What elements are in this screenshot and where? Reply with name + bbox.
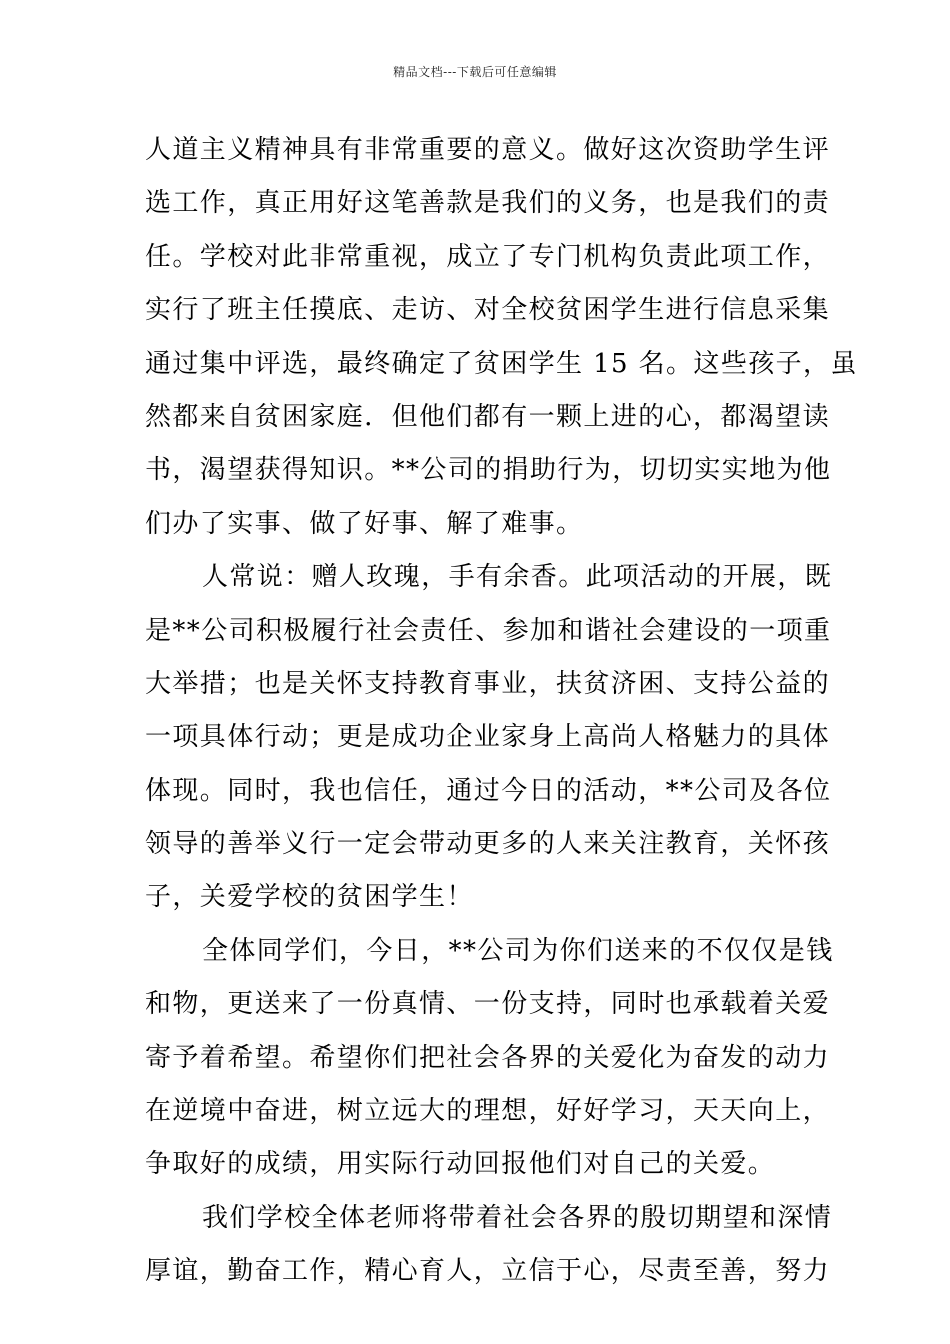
text-line: 和物，更送来了一份真情、一份支持，同时也承载着关爱	[145, 989, 831, 1020]
text-line: 书，渴望获得知识。**公司的捐助行为，切切实实地为他	[145, 455, 832, 486]
text-line: 们办了实事、做了好事、解了难事。	[145, 508, 584, 539]
page-header: 精品文档---下载后可任意编辑	[393, 65, 557, 79]
text-line: 争取好的成绩，用实际行动回报他们对自己的关爱。	[145, 1149, 776, 1180]
text-line: 人道主义精神具有非常重要的意义。做好这次资助学生评	[145, 135, 831, 165]
text-line: 大举措；也是关怀支持教育事业，扶贫济困、支持公益的	[145, 668, 831, 699]
text-line: 在逆境中奋进，树立远大的理想，好好学习，天天向上，	[145, 1096, 831, 1127]
paragraph-first-line: 我们学校全体老师将带着社会各界的殷切期望和深情	[202, 1202, 833, 1233]
paragraph-first-line: 全体同学们，今日，**公司为你们送来的不仅仅是钱	[202, 935, 834, 966]
text-line: 子，关爱学校的贫困学生！	[145, 882, 474, 913]
text-line: 选工作，真正用好这笔善款是我们的义务，也是我们的责	[145, 188, 831, 219]
document-body	[145, 124, 858, 1299]
text-line: 通过集中评选，最终确定了贫困学生 15 名。这些孩子，虽	[145, 348, 858, 379]
text-line: 寄予着希望。希望你们把社会各界的关爱化为奋发的动力	[145, 1042, 831, 1073]
text-line: 一项具体行动；更是成功企业家身上高尚人格魅力的具体	[145, 722, 831, 753]
text-line: 任。学校对此非常重视，成立了专门机构负责此项工作，	[145, 241, 831, 272]
text-line: 领导的善举义行一定会带动更多的人来关注教育，关怀孩	[145, 829, 831, 860]
text-line: 体现。同时，我也信任，通过今日的活动，**公司及各位	[145, 775, 832, 806]
text-line: 然都来自贫困家庭．但他们都有一颗上进的心，都渴望读	[145, 401, 831, 432]
paragraph-first-line: 人常说：赠人玫瑰，手有余香。此项活动的开展，既	[202, 562, 833, 593]
text-line: 是**公司积极履行社会责任、参加和谐社会建设的一项重	[145, 615, 832, 646]
text-line: 实行了班主任摸底、走访、对全校贫困学生进行信息采集	[145, 295, 831, 326]
text-line: 厚谊，勤奋工作，精心育人，立信于心，尽责至善，努力	[145, 1256, 831, 1287]
